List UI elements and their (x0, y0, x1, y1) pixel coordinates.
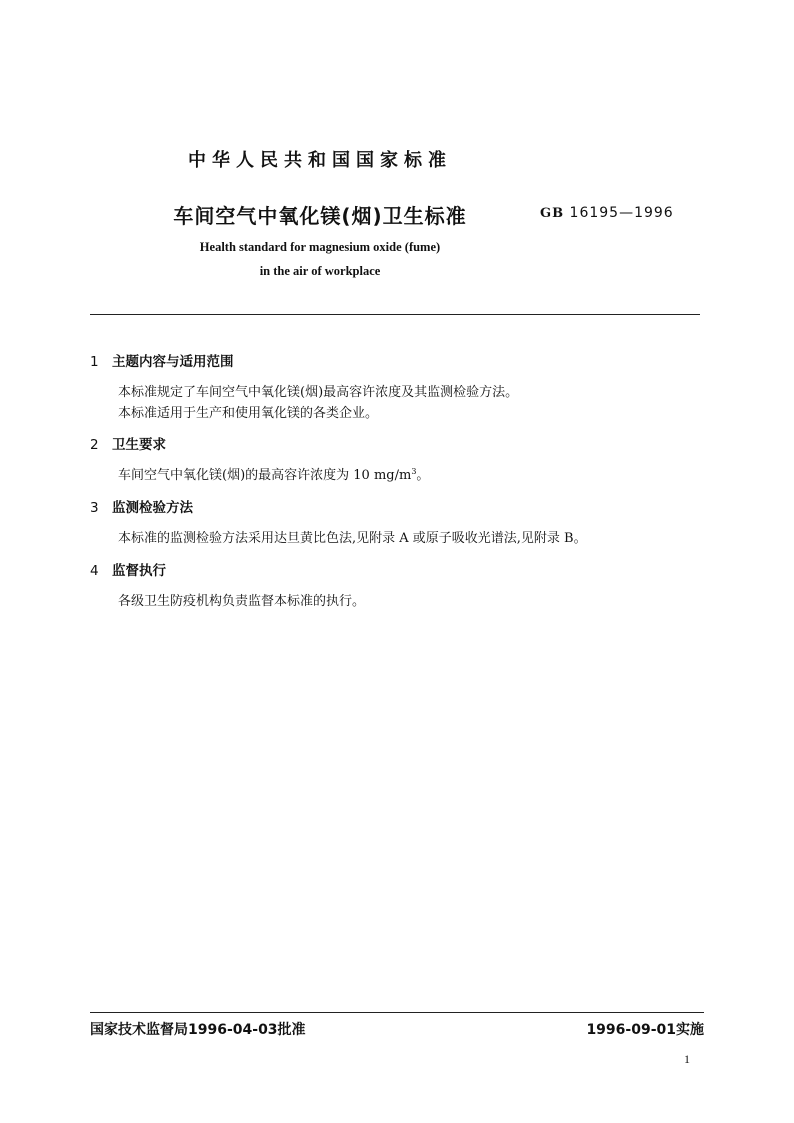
section-title: 监督执行 (112, 563, 166, 579)
section-2-heading (90, 433, 166, 453)
concentration-text: 车间空气中氧化镁(烟)的最高容许浓度为 10 mg/m (118, 468, 412, 483)
section-number: 2 (90, 437, 99, 453)
section-3-paragraph-1: 本标准的监测检验方法采用达旦黄比色法,见附录 A 或原子吸收光谱法,见附录 B。 (118, 531, 587, 546)
section-number: 3 (90, 500, 99, 516)
section-1-heading (90, 350, 234, 370)
document-title: 车间空气中氧化镁(烟)卫生标准 (173, 204, 467, 228)
unit-exponent: 3 (411, 467, 417, 476)
section-2-paragraph-1 (118, 464, 429, 483)
standard-code-prefix: GB (540, 206, 565, 221)
section-title: 卫生要求 (112, 437, 166, 453)
page-number: 1 (684, 1052, 690, 1066)
section-1-paragraph-2: 本标准适用于生产和使用氧化镁的各类企业。 (118, 406, 379, 421)
standard-code (540, 205, 674, 221)
standard-code-number: 16195—1996 (569, 205, 674, 221)
section-title: 主题内容与适用范围 (112, 354, 234, 370)
approval-date: 国家技术监督局1996-04-03批准 (90, 1022, 306, 1038)
section-4-paragraph-1: 各级卫生防疫机构负责监督本标准的执行。 (118, 594, 366, 609)
section-title: 监测检验方法 (112, 500, 193, 516)
section-1-paragraph-1: 本标准规定了车间空气中氧化镁(烟)最高容许浓度及其监测检验方法。 (118, 385, 519, 400)
english-title-line-1: Health standard for magnesium oxide (fume) (199, 240, 441, 254)
national-standard-heading: 中华人民共和国国家标准 (188, 150, 452, 171)
section-number: 4 (90, 563, 99, 579)
section-number: 1 (90, 354, 99, 370)
header-divider (90, 314, 700, 315)
effective-date: 1996-09-01实施 (586, 1022, 704, 1038)
english-title-line-2: in the air of workplace (259, 264, 381, 278)
section-4-heading (90, 559, 166, 579)
sentence-end: 。 (416, 468, 430, 483)
section-3-heading (90, 496, 193, 516)
footer-divider (90, 1012, 704, 1013)
